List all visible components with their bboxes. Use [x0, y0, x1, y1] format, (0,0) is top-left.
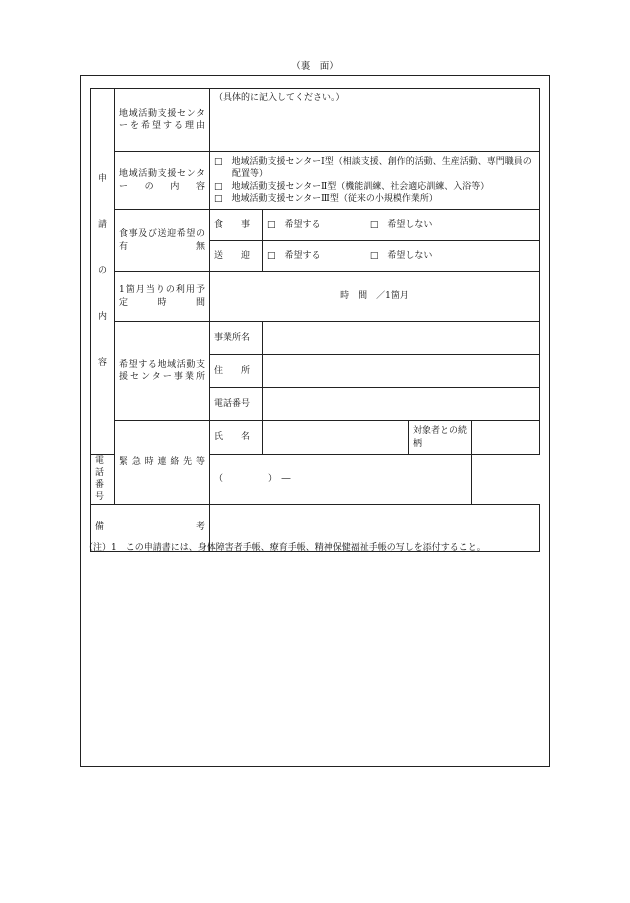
section-label-char: の [97, 266, 107, 276]
facility-name-label: 事業所名 [210, 322, 263, 355]
meal-label: 食 事 [210, 210, 263, 241]
reason-label: 地域活動支援センターを希望する理由 [115, 89, 210, 152]
center-type-options [210, 152, 540, 210]
usage-time-field[interactable]: 時 間 ／1箇月 [210, 272, 540, 322]
emergency-relation-field[interactable] [472, 421, 540, 455]
facility-address-field[interactable] [263, 355, 540, 388]
meal-no-checkbox[interactable]: □ 希望しない [369, 219, 433, 230]
section-label-char: 申 [97, 174, 107, 184]
remarks-label: 備 考 [91, 504, 210, 551]
transport-label: 送 迎 [210, 241, 263, 272]
section-label-application-content [91, 89, 115, 455]
reason-field[interactable]: （具体的に記入してください。） [210, 89, 540, 152]
center-type-option-2[interactable]: □ 地域活動支援センターⅡ型（機能訓練、社会適応訓練、入浴等） [214, 181, 490, 192]
center-type-option-1[interactable]: □ 地域活動支援センターⅠ型（相談支援、創作的活動、生産活動、専門職員の配置等） [214, 157, 532, 180]
application-form-table [90, 88, 540, 552]
footnote: （注）1 この申請書には、身体障害者手帳、療育手帳、精神保健福祉手帳の写しを添付すること。 [84, 543, 486, 553]
meal-transport-label: 食事及び送迎希望の有無 [115, 210, 210, 272]
transport-no-checkbox[interactable]: □ 希望しない [369, 250, 433, 261]
emergency-phone-field[interactable]: （ ） ― [210, 455, 472, 505]
center-type-option-3[interactable]: □ 地域活動支援センターⅢ型（従来の小規模作業所） [214, 193, 438, 204]
emergency-name-field[interactable] [263, 421, 409, 455]
section-label-char: 請 [97, 220, 107, 230]
section-label-char: 容 [97, 358, 107, 368]
center-type-label: 地域活動支援センターの内容 [115, 152, 210, 210]
emergency-phone-label: 電話番号 [91, 455, 115, 505]
emergency-relation-label: 対象者との続柄 [409, 421, 472, 455]
meal-yes-checkbox[interactable]: □ 希望する [267, 219, 321, 230]
transport-yes-checkbox[interactable]: □ 希望する [267, 250, 321, 261]
meal-options [263, 210, 540, 241]
facility-label: 希望する地域活動支援センター事業所 [115, 322, 210, 421]
emergency-name-label: 氏 名 [210, 421, 263, 455]
page-header: （裏 面） [291, 61, 339, 72]
section-label-char: 内 [97, 312, 107, 322]
facility-phone-field[interactable] [263, 388, 540, 421]
facility-name-field[interactable] [263, 322, 540, 355]
transport-options [263, 241, 540, 272]
usage-time-label: 1箇月当りの利用予定時間 [115, 272, 210, 322]
facility-phone-label: 電話番号 [210, 388, 263, 421]
facility-address-label: 住 所 [210, 355, 263, 388]
emergency-label: 緊急時連絡先等 [115, 421, 210, 505]
